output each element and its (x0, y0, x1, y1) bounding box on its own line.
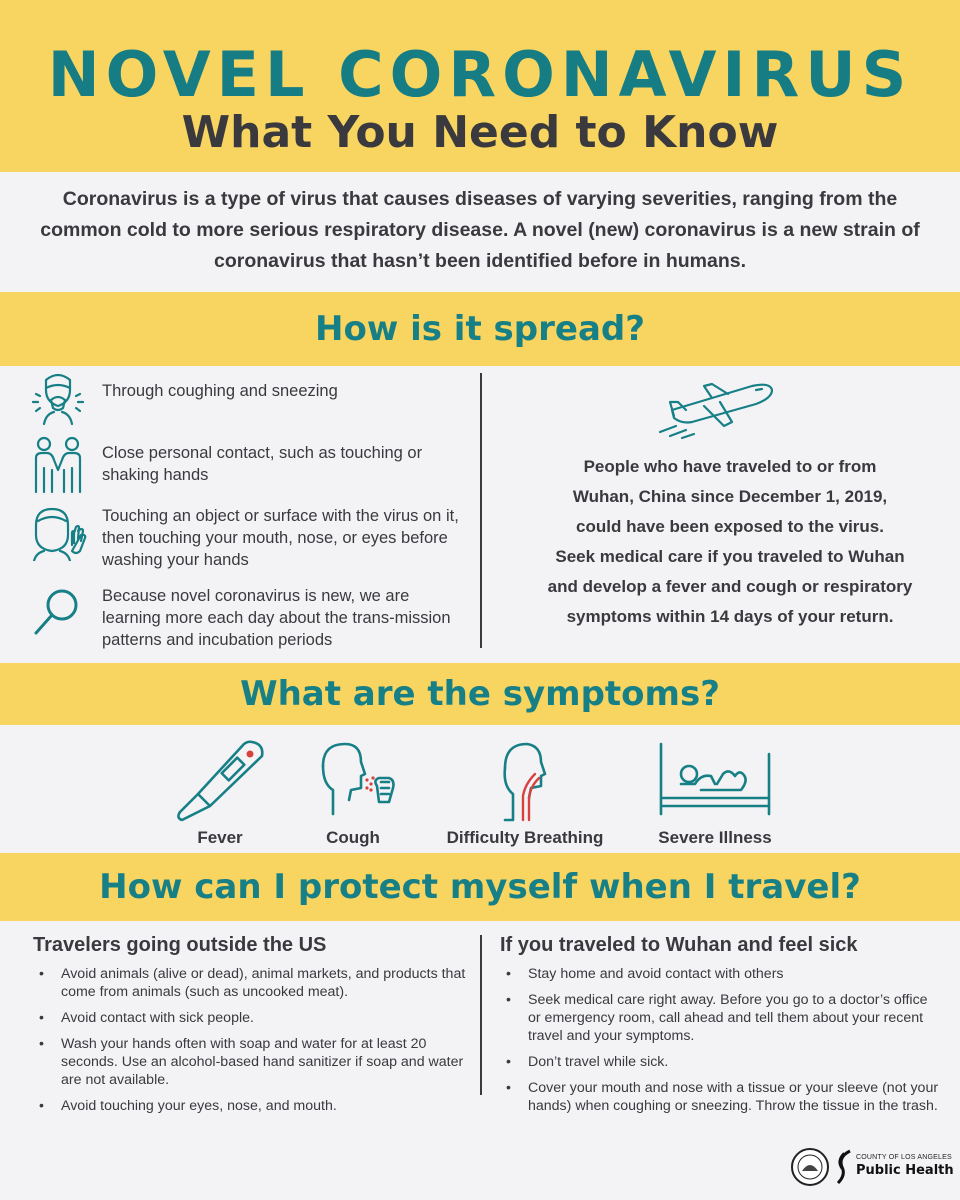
travel-line-4: Seek medical care if you traveled to Wuhan (555, 547, 905, 566)
symptom-label-breathing: Difficulty Breathing (446, 828, 604, 847)
travel-highlight: Wuhan, China since December 1, 2019, (572, 487, 888, 506)
symptom-severe (630, 738, 800, 848)
spread-text-contact: Close personal contact, such as touching or shaking hands (102, 444, 423, 484)
symptom-breathing (440, 738, 610, 848)
protect-heading: How can I protect myself when I travel? (0, 853, 960, 921)
list-item: • Seek medical care right away. Before you go to a doctor’s office or emergency room, call ahead and tell them about your recent travel and your symptoms. (500, 991, 940, 1045)
spread-divider (480, 373, 482, 648)
protect-divider (480, 935, 482, 1095)
county-name: COUNTY OF LOS ANGELES (856, 1154, 952, 1161)
county-seal-icon (790, 1147, 830, 1187)
list-item: • Avoid animals (alive or dead), animal markets, and products that come from animals (such as uncooked meat). (33, 965, 473, 1001)
symptom-label-cough: Cough (326, 828, 380, 847)
page-title: NOVEL CORONAVIRUS (47, 38, 913, 111)
list-item: • Don’t travel while sick. (500, 1053, 940, 1071)
symptom-label-fever: Fever (197, 828, 243, 847)
person-in-bed-icon (655, 738, 775, 822)
spread-text-coughing: Through coughing and sneezing (102, 382, 338, 400)
spread-item-research (30, 585, 470, 649)
spread-item-coughing (30, 372, 470, 432)
breathing-person-icon (475, 738, 575, 822)
symptom-label-severe: Severe Illness (658, 828, 772, 847)
header-banner (0, 0, 960, 172)
travel-line-1: People who have traveled to or from (583, 457, 877, 476)
spread-text-touching: Touching an object or surface with the virus on it, then touching your mouth, nose, or eyes before washing your hands (102, 507, 459, 569)
list-item: • Cover your mouth and nose with a tissue or your sleeve (not your hands) when coughing or sneezing. Throw the tissue in the trash. (500, 1079, 940, 1115)
magnifying-glass-icon (30, 585, 86, 641)
touching-face-icon (30, 505, 88, 561)
org-name: Public Health (856, 1163, 954, 1178)
travel-notice (500, 452, 960, 632)
page-subtitle: What You Need to Know (181, 107, 779, 158)
travel-line-3: could have been exposed to the virus. (576, 517, 884, 536)
travel-line-6: symptoms within 14 days of your return. (566, 607, 894, 626)
travelers-outside-us (33, 934, 473, 1123)
travelers-heading: Travelers going outside the US (33, 934, 327, 956)
list-item: • Wash your hands often with soap and water for at least 20 seconds. Use an alcohol-based hand sanitizer if soap and water are not available. (33, 1035, 473, 1089)
spread-item-contact (30, 436, 470, 496)
shaking-hands-icon (30, 436, 86, 494)
spread-text-research: Because novel coronavirus is new, we are learning more each day about the trans-mission patterns and incubation periods (102, 587, 451, 649)
symptoms-heading: What are the symptoms? (0, 663, 960, 725)
travel-line-5: and develop a fever and cough or respiratory (547, 577, 913, 596)
intro-paragraph: Coronavirus is a type of virus that causes diseases of varying severities, ranging from the common cold to more serious respiratory disease. A novel (new) coronavirus is a new strain of coronavirus that hasn’t been identified before in humans. (40, 188, 920, 272)
spread-item-touching (30, 505, 470, 569)
airplane-icon (652, 376, 780, 440)
thermometer-icon (170, 738, 270, 822)
wuhan-heading: If you traveled to Wuhan and feel sick (500, 934, 858, 956)
sneezing-face-icon (30, 372, 86, 426)
list-item: • Avoid touching your eyes, nose, and mouth. (33, 1097, 473, 1115)
coughing-person-icon (303, 738, 403, 822)
public-health-emblem-icon (834, 1149, 854, 1185)
traveled-to-wuhan (500, 934, 940, 1123)
symptom-cough (268, 738, 438, 848)
public-health-logo (790, 1147, 954, 1193)
list-item: • Stay home and avoid contact with others (500, 965, 940, 983)
spread-heading: How is it spread? (0, 292, 960, 366)
list-item: • Avoid contact with sick people. (33, 1009, 473, 1027)
